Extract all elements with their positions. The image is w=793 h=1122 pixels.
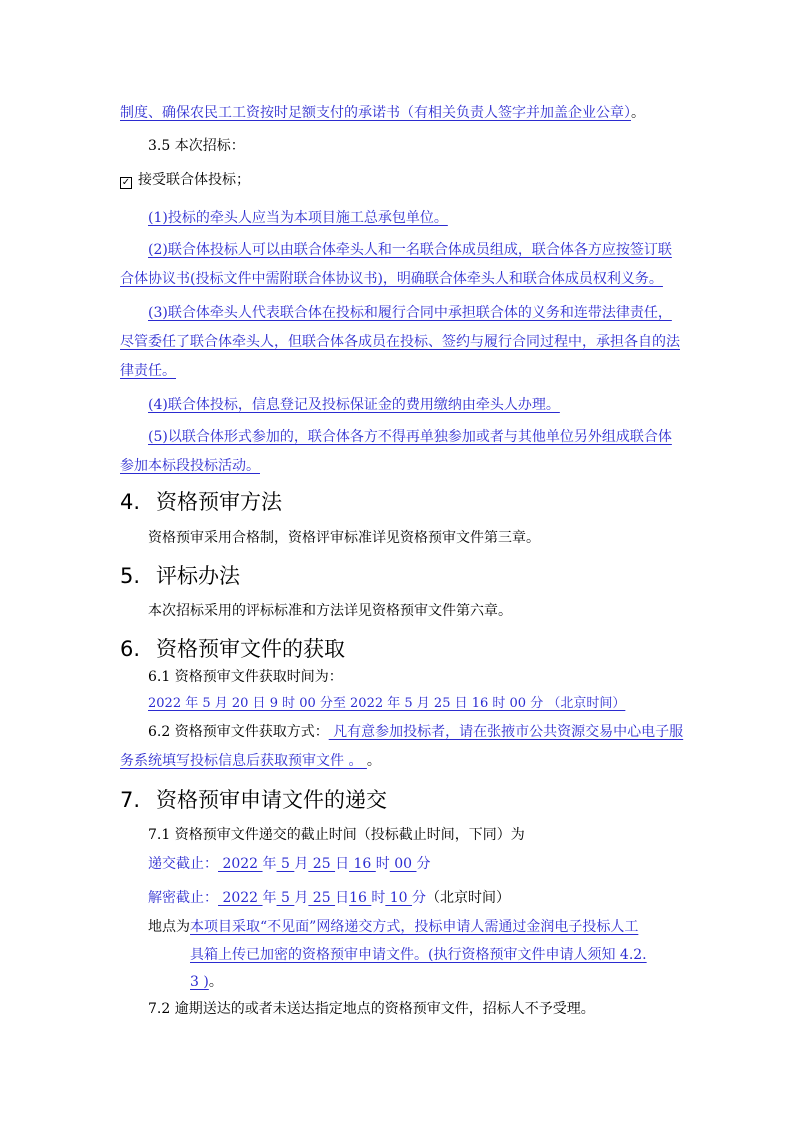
submit-deadline: 递交截止： 2022 年 5 月 25 日 16 时 00 分 — [148, 856, 431, 872]
decrypt-deadline: 解密截止： 2022 年 5 月 25 日16 时 10 分（北京时间） — [148, 890, 511, 906]
acquire-method-line-2: 务系统填写投标信息后获取预审文件 。 。 — [120, 753, 381, 769]
consortium-item-2: (2)联合体投标人可以由联合体牵头人和一名联合体成员组成，联合体各方应按签订联 — [148, 242, 672, 258]
section-4-heading: 4. 资格预审方法 — [120, 490, 282, 514]
consortium-item-3: (3)联合体牵头人代表联合体在投标和履行合同中承担联合体的义务和连带法律责任， — [148, 305, 672, 321]
acquire-time-label: 6.1 资格预审文件获取时间为： — [148, 669, 343, 685]
consortium-item-4: (4)联合体投标，信息登记及投标保证金的费用缴纳由牵头人办理。 — [148, 397, 560, 413]
section-3-5-label: 3.5 本次招标： — [148, 138, 245, 154]
acquire-time-value: 2022 年 5 月 20 日 9 时 00 分至 2022 年 5 月 25 日 16 时 00 分 （北京时间） — [148, 696, 626, 711]
section-4-body: 资格预审采用合格制，资格评审标准详见资格预审文件第三章。 — [148, 530, 540, 546]
location-line-1: 地点为本项目采取“不见面”网络递交方式，投标申请人需通过金润电子投标人工 — [148, 919, 639, 935]
location-line-2: 具箱上传已加密的资格预审申请文件。(执行资格预审文件申请人须知 4.2. — [190, 947, 647, 963]
consortium-item-1: (1)投标的牵头人应当为本项目施工总承包单位。 — [148, 210, 448, 226]
consortium-item-5-cont: 参加本标段投标活动。 — [120, 458, 260, 474]
consortium-item-5: (5)以联合体形式参加的，联合体各方不得再单独参加或者与其他单位另外组成联合体 — [148, 429, 672, 445]
section-5-body: 本次招标采用的评标标准和方法详见资格预审文件第六章。 — [148, 603, 512, 619]
checkbox-icon[interactable]: ✓ — [121, 177, 131, 188]
late-notice: 7.2 逾期送达的或者未送达指定地点的资格预审文件，招标人不予受理。 — [148, 1001, 595, 1017]
deadline-intro: 7.1 资格预审文件递交的截止时间（投标截止时间，下同）为 — [148, 827, 525, 843]
consortium-item-2-cont: 合体协议书(投标文件中需附联合体协议书)，明确联合体牵头人和联合体成员权利义务。 — [120, 271, 663, 287]
consortium-item-3-cont2: 律责任。 — [120, 363, 176, 379]
commitment-end: 。 — [631, 105, 645, 121]
acquire-method-line: 6.2 资格预审文件获取方式： 凡有意参加投标者，请在张掖市公共资源交易中心电子服 — [148, 724, 684, 740]
consortium-option[interactable] — [120, 171, 250, 189]
commitment-line — [120, 104, 645, 122]
commitment-text: 制度、确保农民工工资按时足额支付的承诺书（有相关负责人签字并加盖企业公章） — [120, 105, 631, 121]
consortium-item-3-cont: 尽管委任了联合体牵头人，但联合体各成员在投标、签约与履行合同过程中，承担各自的法 — [120, 334, 680, 350]
section-5-heading: 5. 评标办法 — [120, 564, 240, 588]
location-line-3: 3 )。 — [190, 974, 223, 990]
acquire-method-value: 凡有意参加投标者，请在张掖市公共资源交易中心电子服 — [328, 724, 684, 740]
section-7-heading: 7. 资格预审申请文件的递交 — [120, 788, 387, 812]
consortium-option-label: 接受联合体投标； — [138, 172, 250, 188]
section-6-heading: 6. 资格预审文件的获取 — [120, 637, 345, 661]
